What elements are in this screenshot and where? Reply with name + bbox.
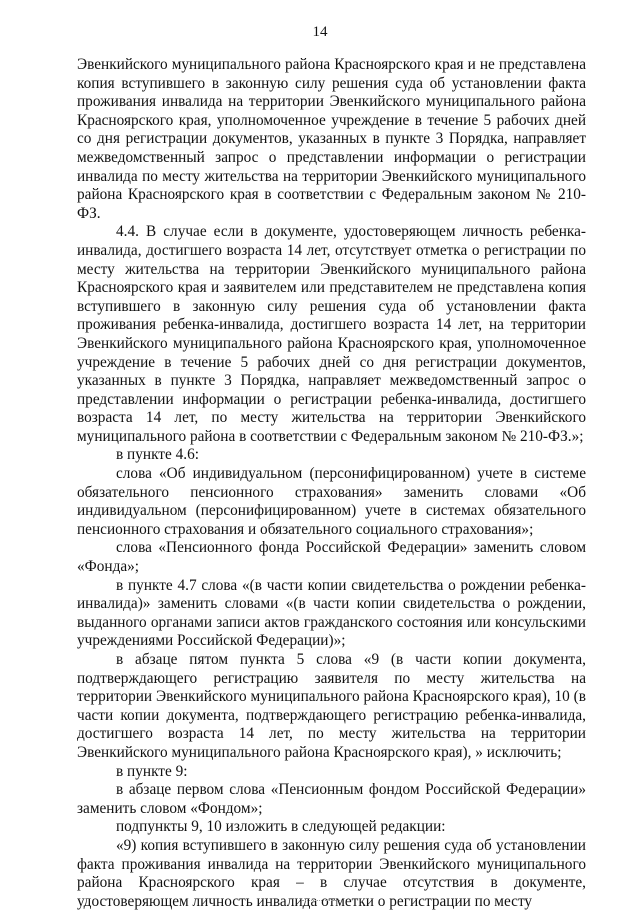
paragraph-continuation: Эвенкийского муниципального района Красноярского края и не представлена копия вступившего в законную силу решения суда об установлении факта проживания инвалида на территории Эвенкийского муниципального района Красноярского края, уполномоченное учреждение в течение 5 рабочих дней со дня регистрации документов, указанных в пункте 3 Порядка, направляет межведомственный запрос о представлении информации о регистрации инвалида по месту жительства на территории Эвенкийского муниципального района Красноярского края в соответствии с Федеральным законом № 210-ФЗ. [77, 56, 586, 222]
paragraph-item-5: в абзаце пятом пункта 5 слова «9 (в части копии документа, подтверждающего регистрацию заявителя по месту жительства на территории Эвенкийского муниципального района Красноярского края), 10 (в части копии документа, подтверждающего регистрацию ребенка-инвалида, достигшего возраста 14 лет, по месту жительства на территории Эвенкийского муниципального района Красноярского края), » исключить; [77, 651, 586, 761]
paragraph-4-6-words-1: слова «Об индивидуальном (персонифицированном) учете в системе обязательного пенсионного страхования» заменить словами «Об индивидуальном (персонифицированном) учете в системах обязательного пенсионного страхования и обязательного социального страхования»; [77, 465, 586, 538]
paragraph-4-7: в пункте 4.7 слова «(в части копии свидетельства о рождении ребенка-инвалида)» заменить словами «(в части копии свидетельства о рождении, выданного органами записи актов гражданского состояния или консульскими учреждениями Российской Федерации)»; [77, 576, 586, 650]
paragraph-4-6-words-2: слова «Пенсионного фонда Российской Федерации» заменить словом «Фонда»; [77, 539, 586, 576]
paragraph-item-4-6: в пункте 4.6: [116, 446, 199, 464]
paragraph-subitems-9-10: подпункты 9, 10 изложить в следующей редакции: [116, 818, 446, 836]
paragraph-subitem-9-text: «9) копия вступившего в законную силу решения суда об установлении факта проживания инвалида на территории Эвенкийского муниципального района Красноярского края – в случае отсутствия в документе, удостоверяющем личность инвалида отметки о регистрации по месту [77, 836, 586, 910]
scan-artifact-mark [302, 900, 340, 902]
page-number: 14 [312, 24, 328, 40]
paragraph-4-4: 4.4. В случае если в документе, удостоверяющем личность ребенка-инвалида, достигшего возраста 14 лет, отсутствует отметка о регистрации по месту жительства на территории Эвенкийского муниципального района Красноярского края и заявителем или представителем не представлена копия вступившего в законную силу решения суда об установлении факта проживания ребенка-инвалида, достигшего возраста 14 лет, на территории Эвенкийского муниципального района Красноярского края, уполномоченное учреждение в течение 5 рабочих дней со дня регистрации документов, указанных в пункте 3 Порядка, направляет межведомственный запрос о представлении информации о регистрации ребенка-инвалида, достигшего возраста 14 лет, по месту жительства на территории Эвенкийского муниципального района в соответствии с Федеральным законом № 210-ФЗ.»; [77, 223, 586, 445]
document-body [77, 56, 586, 911]
paragraph-item-9-first: в абзаце первом слова «Пенсионным фондом Российской Федерации» заменить словом «Фондом»; [77, 781, 586, 817]
paragraph-item-9: в пункте 9: [116, 762, 188, 780]
